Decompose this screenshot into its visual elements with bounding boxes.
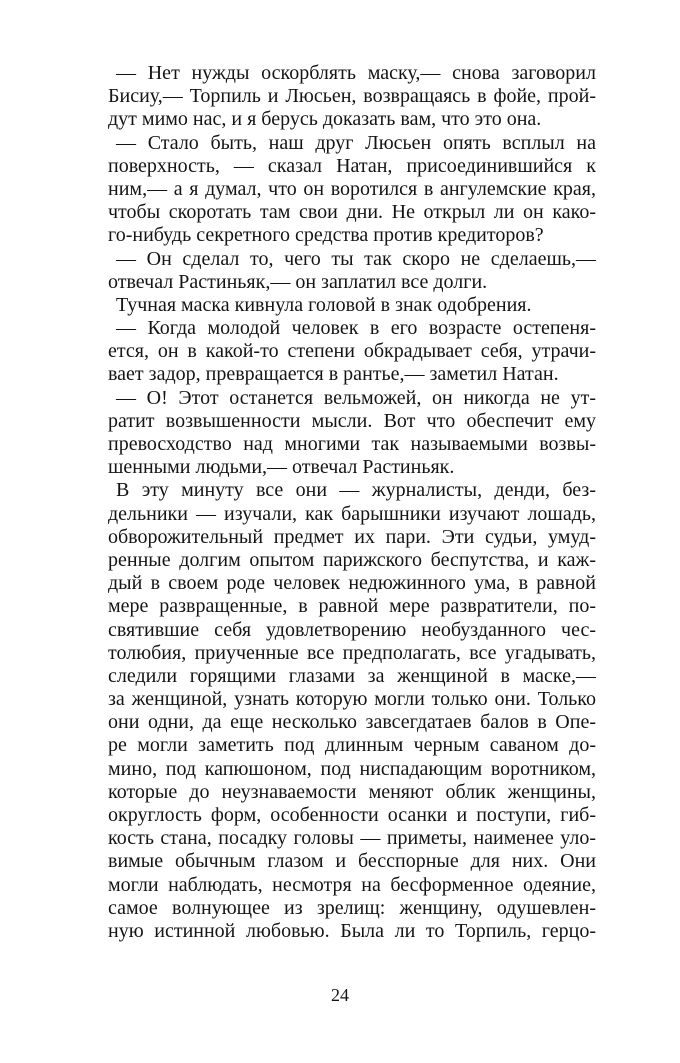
text-line: которые до неузнаваемости меняют облик женщины, [108,780,596,803]
text-line: за женщиной, узнать которую могли только они. Только [108,688,596,711]
text-line: — Когда молодой человек в его возрасте остепеня- [116,317,596,340]
text-line: — О! Этот останется вельможей, он никогда не ут- [116,386,596,409]
text-line: мино, под капюшоном, под ниспадающим воротником, [108,757,596,780]
text-line: округлость форм, особенности осанки и поступи, гиб- [108,804,596,826]
text-line: Бисиу,— Торпиль и Люсьен, возвращаясь в фойе, прой- [108,85,596,108]
text-line: дут мимо нас, и я берусь доказать вам, что это она. [108,108,542,131]
text-line: мере развращенные, в равной мере развратители, по- [108,595,596,618]
text-line: толюбия, приученные все предполагать, все угадывать, [108,641,596,664]
text-line: вает задор, превращается в рантье,— заметил Натан. [108,363,559,386]
text-line: святившие себя удовлетворению необузданного чес- [108,618,596,641]
text-line: кость стана, посадку головы — приметы, наименее уло- [108,827,596,850]
text-line: — Он сделал то, чего ты так скоро не сделаешь,— [116,247,596,270]
body-text [108,62,596,943]
text-line: ним,— а я думал, что он воротился в ангулемские края, [108,177,596,200]
text-line: обворожительный предмет их пари. Эти судьи, умуд- [108,525,596,548]
text-line: отвечал Растиньяк,— он заплатил все долги. [108,270,488,293]
text-line: поверхность, — сказал Натан, присоединившийся к [108,154,596,177]
text-line: чтобы скоротать там свои дни. Не открыл ли он како- [108,201,596,224]
text-line: ренные долгим опытом парижского беспутства, и каж- [108,548,596,571]
text-line: вимые обычным глазом и бесспорные для них. Они [108,850,596,873]
text-line: превосходство над многими так называемыми возвы- [108,433,596,455]
text-line: они одни, да еще несколько завсегдатаев балов в Опе- [108,711,596,734]
text-line: — Стало быть, наш друг Люсьен опять всплыл на [116,131,596,154]
text-line: ную истинной любовью. Была ли то Торпиль, герцо- [108,919,596,942]
text-line: следили горящими глазами за женщиной в маске,— [108,664,596,687]
text-line: шенными людьми,— отвечал Растиньяк. [108,456,455,479]
text-line: ратит возвышенности мысли. Вот что обеспечит ему [108,409,596,432]
page-number: 24 [331,985,349,1005]
text-line: дельники — изучали, как барышники изучают лошадь, [108,502,596,525]
text-line: ется, он в какой-то степени обкрадывает себя, утрачи- [108,340,596,363]
text-line: ре могли заметить под длинным черным саваном до- [108,734,596,757]
text-line: го-нибудь секретного средства против кредиторов? [108,224,544,247]
text-line: Тучная маска кивнула головой в знак одобрения. [116,293,532,316]
text-line: могли наблюдать, несмотря на бесформенное одеяние, [108,873,596,896]
text-line: В эту минуту все они — журналисты, денди, без- [116,479,596,502]
text-line: самое волнующее из зрелищ: женщину, одушевлен- [108,896,596,919]
text-line: дый в своем роде человек недюжинного ума, в равной [108,572,596,595]
text-line: — Нет нужды оскорблять маску,— снова заговорил [116,62,596,84]
